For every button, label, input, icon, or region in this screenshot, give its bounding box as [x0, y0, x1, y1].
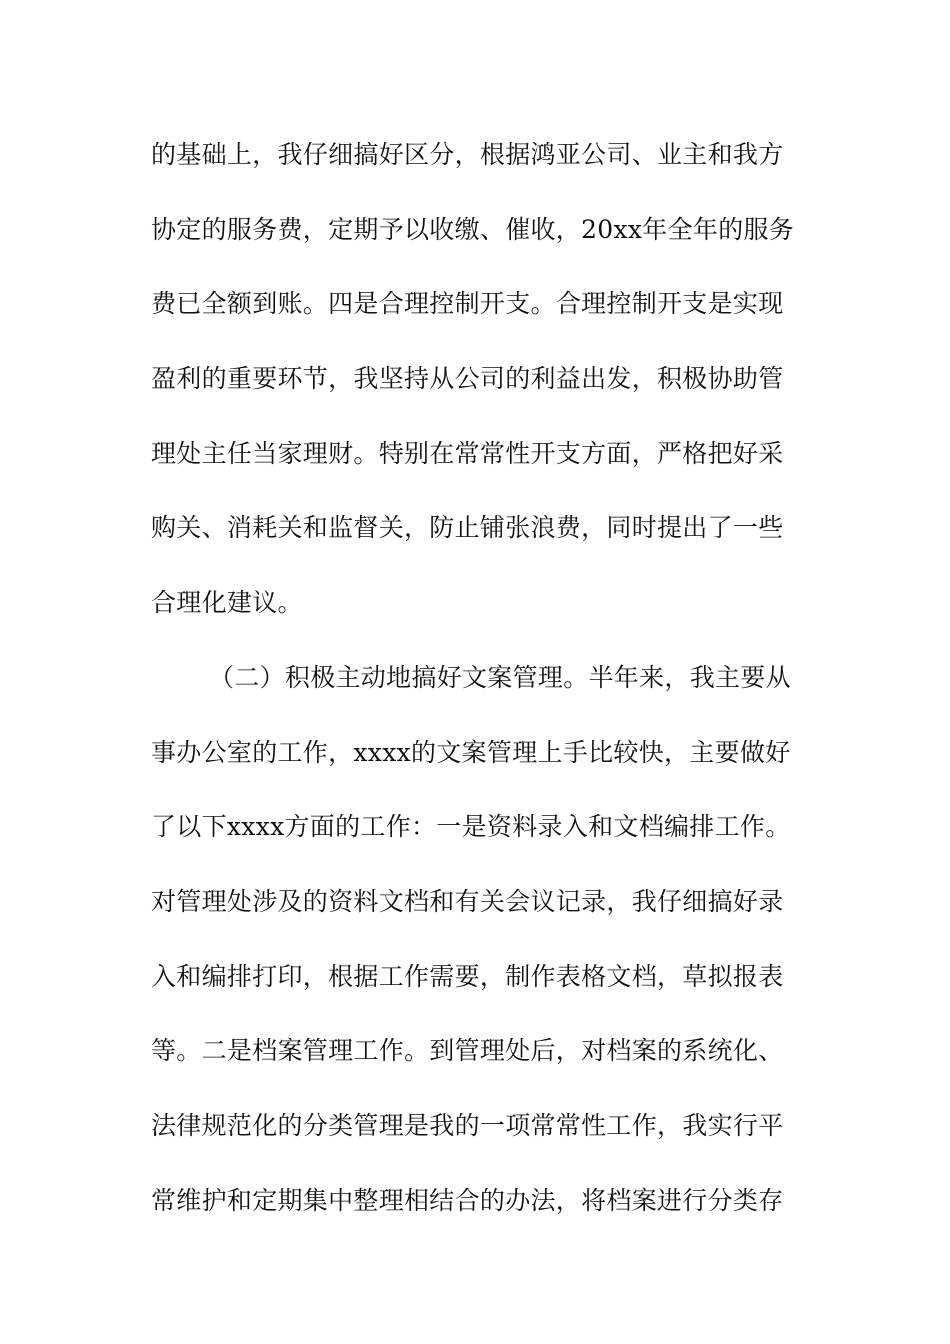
text-line-6: 购关、消耗关和监督关，防止铺张浪费，同时提出了一些: [151, 513, 784, 543]
text-line-13: 等。二是档案管理工作。到管理处后，对档案的系统化、: [151, 1036, 784, 1066]
body-text: [151, 125, 801, 1245]
text-line-14: 法律规范化的分类管理是我的一项常常性工作，我实行平: [151, 1110, 784, 1140]
text-line-15: 常维护和定期集中整理相结合的办法，将档案进行分类存: [151, 1185, 784, 1215]
text-line-9: 事办公室的工作，xxxx的文案管理上手比较快，主要做好: [151, 737, 791, 767]
text-line-1: 的基础上，我仔细搞好区分，根据鸿亚公司、业主和我方: [151, 140, 784, 169]
text-line-2: 协定的服务费，定期予以收缴、催收，20xx年全年的服务: [151, 214, 795, 244]
text-line-11: 对管理处涉及的资料文档和有关会议记录，我仔细搞好录: [151, 886, 784, 916]
text-line-5: 理处主任当家理财。特别在常常性开支方面，严格把好采: [151, 438, 784, 468]
text-line-3: 费已全额到账。四是合理控制开支。合理控制开支是实现: [151, 289, 784, 319]
text-line-4: 盈利的重要环节，我坚持从公司的利益出发，积极协助管: [151, 364, 784, 394]
text-line-8-section-heading: （二）积极主动地搞好文案管理。半年来，我主要从: [209, 662, 791, 692]
text-line-7: 合理化建议。: [151, 588, 303, 618]
text-line-10: 了以下xxxx方面的工作：一是资料录入和文档编排工作。: [151, 812, 791, 842]
text-line-12: 入和编排打印，根据工作需要，制作表格文档，草拟报表: [151, 961, 784, 991]
